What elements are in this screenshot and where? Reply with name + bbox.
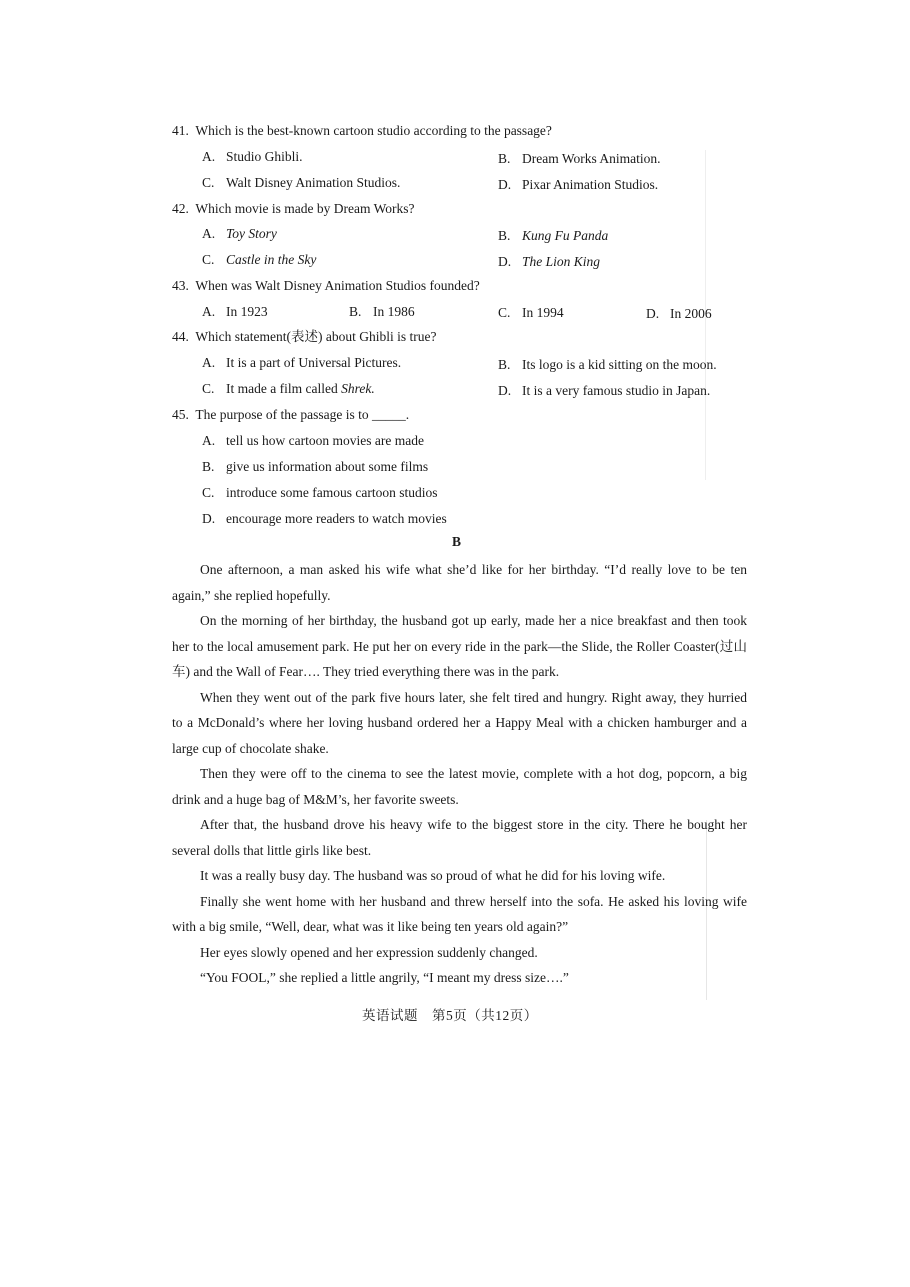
question-number: 43. — [172, 278, 189, 293]
option-42-d: D. The Lion King — [498, 254, 601, 269]
option-45-c: C. introduce some famous cartoon studios — [202, 485, 438, 500]
paragraph: Then they were off to the cinema to see the latest movie, complete with a hot dog, popcorn, a big drink and a huge bag of M&M’s, her favorite sweets. — [172, 766, 747, 807]
option-44-a: A. It is a part of Universal Pictures. — [202, 355, 402, 370]
option-44-b: B. Its logo is a kid sitting on the moon. — [498, 357, 717, 372]
question-42 — [172, 200, 415, 218]
question-number: 45. — [172, 407, 189, 422]
passage-b — [172, 557, 747, 991]
option-43-a: A. In 1923 — [202, 304, 268, 319]
option-42-b: B. Kung Fu Panda — [498, 228, 609, 243]
page-footer: 英语试题 第5页（共12页） — [362, 1008, 538, 1023]
question-stem: Which is the best-known cartoon studio according to the passage? — [195, 123, 552, 138]
paragraph: Her eyes slowly opened and her expression suddenly changed. — [200, 944, 538, 960]
paragraph: “You FOOL,” she replied a little angrily, “I meant my dress size….” — [200, 970, 569, 985]
question-stem: Which movie is made by Dream Works? — [195, 201, 415, 216]
paragraph: After that, the husband drove his heavy wife to the biggest store in the city. There he bought her several dolls that little girls like best. — [172, 817, 747, 858]
option-45-d: D. encourage more readers to watch movies — [202, 511, 447, 526]
paragraph: One afternoon, a man asked his wife what she’d like for her birthday. “I’d really love to be ten again,” she replied hopefully. — [172, 562, 747, 603]
question-41 — [172, 122, 552, 140]
option-44-d: D. It is a very famous studio in Japan. — [498, 383, 711, 398]
option-43-c: C. In 1994 — [498, 305, 564, 320]
paragraph: When they went out of the park five hours later, she felt tired and hungry. Right away, they hurried to a McDonald’s where her loving husband ordered her a Happy Meal with a chicken hamburger and a large cup of chocolate shake. — [172, 689, 747, 756]
question-stem: The purpose of the passage is to _____. — [195, 407, 410, 422]
question-43 — [172, 277, 480, 295]
option-43-d: D. In 2006 — [646, 306, 712, 321]
option-45-a: A. tell us how cartoon movies are made — [202, 433, 424, 448]
question-45 — [172, 406, 409, 424]
option-45-b: B. give us information about some films — [202, 459, 429, 474]
option-43-b: B. In 1986 — [349, 304, 415, 319]
section-heading: B — [452, 534, 462, 549]
option-44-c: C. It made a film called Shrek. — [202, 381, 375, 396]
paragraph: It was a really busy day. The husband was so proud of what he did for his loving wife. — [200, 868, 666, 883]
question-stem: When was Walt Disney Animation Studios founded? — [195, 278, 480, 293]
paragraph: On the morning of her birthday, the husband got up early, made her a nice breakfast and then took her to the local amusement park. He put her on every ride in the park—the Slide, the Roller Coaster(过山车) and the Wall of Fear…. They tried everything there was in the park. — [172, 613, 747, 679]
question-number: 42. — [172, 201, 189, 216]
option-41-b: B. Dream Works Animation. — [498, 151, 661, 166]
question-stem: Which statement(表述) about Ghibli is true? — [195, 329, 437, 344]
option-41-a: A. Studio Ghibli. — [202, 149, 303, 164]
question-number: 44. — [172, 329, 189, 344]
question-number: 41. — [172, 123, 189, 138]
paragraph: Finally she went home with her husband and threw herself into the sofa. He asked his loving wife with a big smile, “Well, dear, what was it like being ten years old again?” — [172, 893, 747, 934]
option-41-d: D. Pixar Animation Studios. — [498, 177, 659, 192]
question-44 — [172, 328, 436, 346]
option-42-c: C. Castle in the Sky — [202, 252, 317, 267]
option-42-a: A. Toy Story — [202, 226, 277, 241]
option-41-c: C. Walt Disney Animation Studios. — [202, 175, 401, 190]
